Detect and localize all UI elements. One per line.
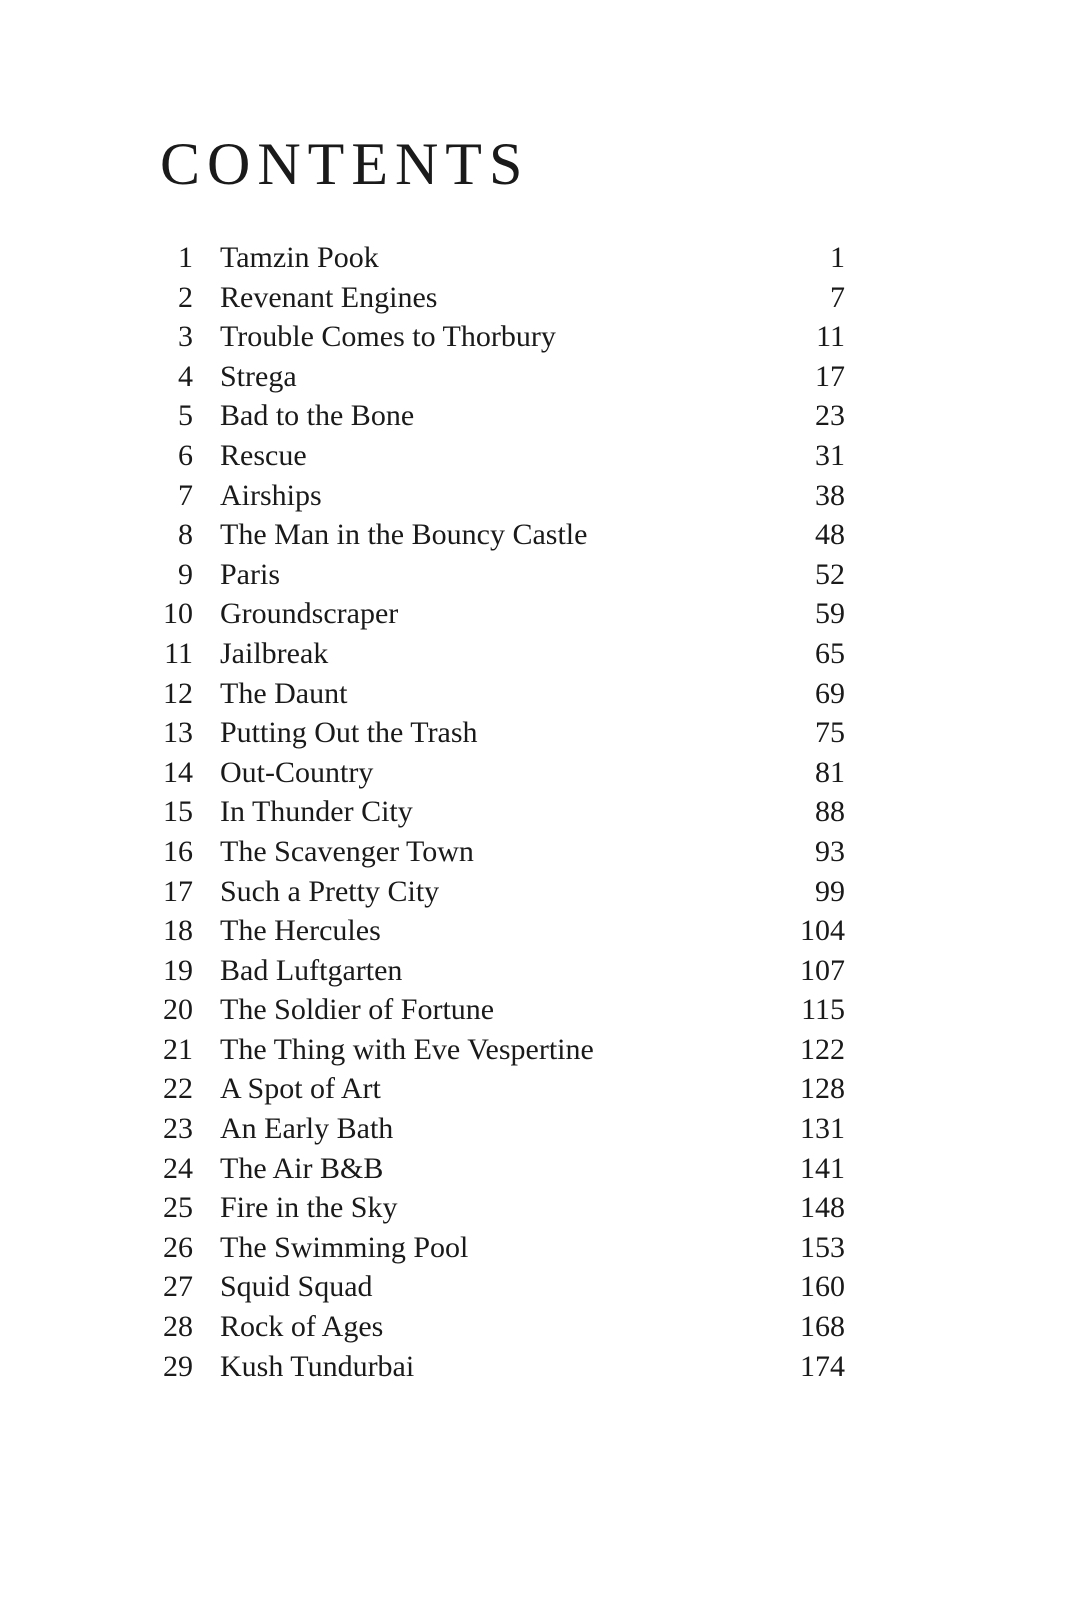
chapter-title: An Early Bath [220, 1112, 394, 1146]
toc-entry [160, 1188, 845, 1228]
chapter-page-number: 168 [800, 1310, 845, 1344]
toc-entry [160, 792, 845, 832]
chapter-title: The Air B&B [220, 1151, 384, 1185]
chapter-page-number: 160 [800, 1270, 845, 1304]
toc-entry [160, 238, 845, 278]
chapter-number: 9 [178, 557, 193, 591]
chapter-page-number: 122 [800, 1032, 845, 1066]
chapter-number: 19 [163, 953, 193, 987]
chapter-number: 14 [163, 755, 193, 789]
chapter-title: Strega [220, 359, 297, 393]
chapter-title: Out-Country [220, 755, 374, 789]
toc-entry [160, 990, 845, 1030]
chapter-number: 24 [163, 1151, 193, 1185]
chapter-number: 16 [163, 834, 193, 868]
toc-entry [160, 396, 845, 436]
toc-entry [160, 278, 845, 318]
chapter-title: The Swimming Pool [220, 1230, 469, 1264]
chapter-number: 15 [163, 795, 193, 829]
chapter-title: Airships [220, 478, 322, 512]
chapter-page-number: 23 [815, 399, 845, 433]
chapter-title: Squid Squad [220, 1270, 373, 1304]
chapter-page-number: 31 [815, 438, 845, 472]
toc-entry [160, 436, 845, 476]
chapter-title: The Soldier of Fortune [220, 993, 495, 1027]
chapter-title: Revenant Engines [220, 280, 438, 314]
chapter-number: 4 [178, 359, 193, 393]
toc-entry [160, 832, 845, 872]
chapter-number: 1 [178, 241, 193, 274]
chapter-title: The Hercules [220, 914, 381, 948]
chapter-number: 26 [163, 1230, 193, 1264]
chapter-page-number: 65 [815, 636, 845, 670]
chapter-page-number: 131 [800, 1112, 845, 1146]
chapter-title: In Thunder City [220, 795, 413, 829]
toc-entry [160, 1307, 845, 1347]
chapter-page-number: 75 [815, 716, 845, 750]
chapter-page-number: 174 [800, 1349, 845, 1383]
toc-entry [160, 1109, 845, 1149]
toc-entry [160, 1347, 845, 1387]
chapter-title: The Thing with Eve Vespertine [220, 1032, 594, 1066]
chapter-title: Rock of Ages [220, 1310, 384, 1344]
toc-entry [160, 634, 845, 674]
toc-entry [160, 555, 845, 595]
chapter-title: Kush Tundurbai [220, 1349, 415, 1383]
chapter-page-number: 104 [800, 914, 845, 948]
toc-entry [160, 1267, 845, 1307]
toc-entry [160, 515, 845, 555]
chapter-number: 5 [178, 399, 193, 433]
toc-entry [160, 1228, 845, 1268]
chapter-number: 22 [163, 1072, 193, 1106]
chapter-title: Putting Out the Trash [220, 716, 478, 750]
chapter-number: 28 [163, 1310, 193, 1344]
chapter-number: 25 [163, 1191, 193, 1225]
chapter-title: Rescue [220, 438, 307, 472]
chapter-page-number: 11 [816, 320, 845, 354]
chapter-number: 18 [163, 914, 193, 948]
toc-entry [160, 674, 845, 714]
chapter-title: The Daunt [220, 676, 348, 710]
chapter-page-number: 38 [815, 478, 845, 512]
chapter-page-number: 148 [800, 1191, 845, 1225]
chapter-number: 13 [163, 716, 193, 750]
chapter-title: Bad Luftgarten [220, 953, 403, 987]
chapter-page-number: 69 [815, 676, 845, 710]
toc-entry [160, 594, 845, 634]
chapter-number: 10 [163, 597, 193, 631]
table-of-contents [160, 238, 845, 1386]
chapter-page-number: 81 [815, 755, 845, 789]
chapter-page-number: 88 [815, 795, 845, 829]
chapter-page-number: 141 [800, 1151, 845, 1185]
chapter-number: 17 [163, 874, 193, 908]
chapter-title: Tamzin Pook [220, 241, 379, 274]
toc-entry [160, 317, 845, 357]
chapter-title: Groundscraper [220, 597, 399, 631]
toc-entry [160, 476, 845, 516]
chapter-title: Such a Pretty City [220, 874, 440, 908]
chapter-page-number: 7 [830, 280, 845, 314]
chapter-page-number: 107 [800, 953, 845, 987]
chapter-page-number: 93 [815, 834, 845, 868]
chapter-page-number: 1 [830, 241, 845, 274]
chapter-title: Paris [220, 557, 280, 591]
chapter-title: Jailbreak [220, 636, 329, 670]
chapter-number: 7 [178, 478, 193, 512]
chapter-title: Bad to the Bone [220, 399, 415, 433]
toc-entry [160, 1149, 845, 1189]
chapter-number: 2 [178, 280, 193, 314]
toc-entry [160, 1030, 845, 1070]
toc-entry [160, 911, 845, 951]
chapter-number: 21 [163, 1032, 193, 1066]
chapter-title: The Man in the Bouncy Castle [220, 518, 588, 552]
chapter-number: 20 [163, 993, 193, 1027]
page-title: CONTENTS [160, 131, 530, 197]
chapter-number: 8 [178, 518, 193, 552]
chapter-page-number: 52 [815, 557, 845, 591]
chapter-number: 29 [163, 1349, 193, 1383]
toc-entry [160, 713, 845, 753]
chapter-number: 12 [163, 676, 193, 710]
chapter-page-number: 115 [801, 993, 845, 1027]
toc-entry [160, 753, 845, 793]
chapter-page-number: 99 [815, 874, 845, 908]
chapter-title: Fire in the Sky [220, 1191, 398, 1225]
toc-entry [160, 872, 845, 912]
chapter-number: 27 [163, 1270, 193, 1304]
chapter-number: 23 [163, 1112, 193, 1146]
chapter-page-number: 128 [800, 1072, 845, 1106]
chapter-page-number: 48 [815, 518, 845, 552]
chapter-page-number: 153 [800, 1230, 845, 1264]
chapter-number: 11 [164, 636, 193, 670]
chapter-title: A Spot of Art [220, 1072, 381, 1106]
toc-entry [160, 1069, 845, 1109]
chapter-title: The Scavenger Town [220, 834, 474, 868]
toc-entry [160, 951, 845, 991]
chapter-title: Trouble Comes to Thorbury [220, 320, 556, 354]
chapter-page-number: 59 [815, 597, 845, 631]
toc-entry [160, 357, 845, 397]
chapter-number: 3 [178, 320, 193, 354]
chapter-page-number: 17 [815, 359, 845, 393]
chapter-number: 6 [178, 438, 193, 472]
